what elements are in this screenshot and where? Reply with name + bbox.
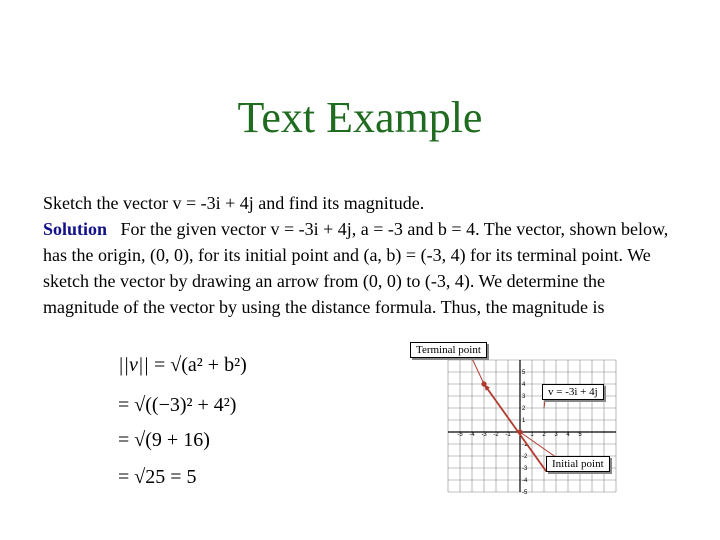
eq-line-1: = √(a² + b²) <box>154 354 247 376</box>
y-tick-label: 4 <box>522 382 526 388</box>
eq-line-3: = √(9 + 16) <box>118 429 210 451</box>
body-text <box>43 190 683 320</box>
y-tick-label: -2 <box>522 454 528 460</box>
y-tick-label: 5 <box>522 370 526 376</box>
eq-line-2: = √((−3)² + 4²) <box>118 394 237 416</box>
x-tick-label: -4 <box>469 432 475 438</box>
y-tick-label: -4 <box>522 478 528 484</box>
x-tick-label: -5 <box>457 432 463 438</box>
terminal-point-callout: Terminal point <box>410 342 487 358</box>
x-tick-label: -2 <box>493 432 499 438</box>
x-tick-label: -3 <box>481 432 487 438</box>
magnitude-derivation <box>114 345 274 495</box>
y-tick-label: -5 <box>522 490 528 496</box>
y-tick-label: 3 <box>522 394 526 400</box>
y-tick-label: -3 <box>522 466 528 472</box>
slide-title: Text Example <box>237 93 483 142</box>
initial-point-callout: Initial point <box>546 456 610 472</box>
x-tick-label: 5 <box>578 432 582 438</box>
x-tick-label: 2 <box>542 432 546 438</box>
solution-label: Solution <box>43 219 108 239</box>
y-tick-label: 2 <box>522 406 526 412</box>
eq-line-4: = √25 = 5 <box>118 466 197 488</box>
y-tick-label: -1 <box>522 442 528 448</box>
solution-text: For the given vector v = -3i + 4j, a = -3 and b = 4. The vector, shown below, has the origin, (0, 0), for its initial point and (a, b) = (-3, 4) for its terminal point. We sketch the vector by drawing an arrow from (0, 0) to (-3, 4). We determine the magnitude of the vector by using the distance formula. Thus, the magnitude is <box>43 219 669 317</box>
norm-v: ||v|| <box>118 354 149 376</box>
solution-paragraph <box>43 216 683 320</box>
x-tick-label: -1 <box>505 432 511 438</box>
vector-line <box>484 384 546 472</box>
x-tick-label: 3 <box>554 432 558 438</box>
x-tick-label: 4 <box>566 432 570 438</box>
x-tick-label: 1 <box>530 432 534 438</box>
y-tick-label: 1 <box>522 418 526 424</box>
vector-label-callout: v = -3i + 4j <box>542 384 604 400</box>
problem-statement: Sketch the vector v = -3i + 4j and find its magnitude. <box>43 193 425 213</box>
